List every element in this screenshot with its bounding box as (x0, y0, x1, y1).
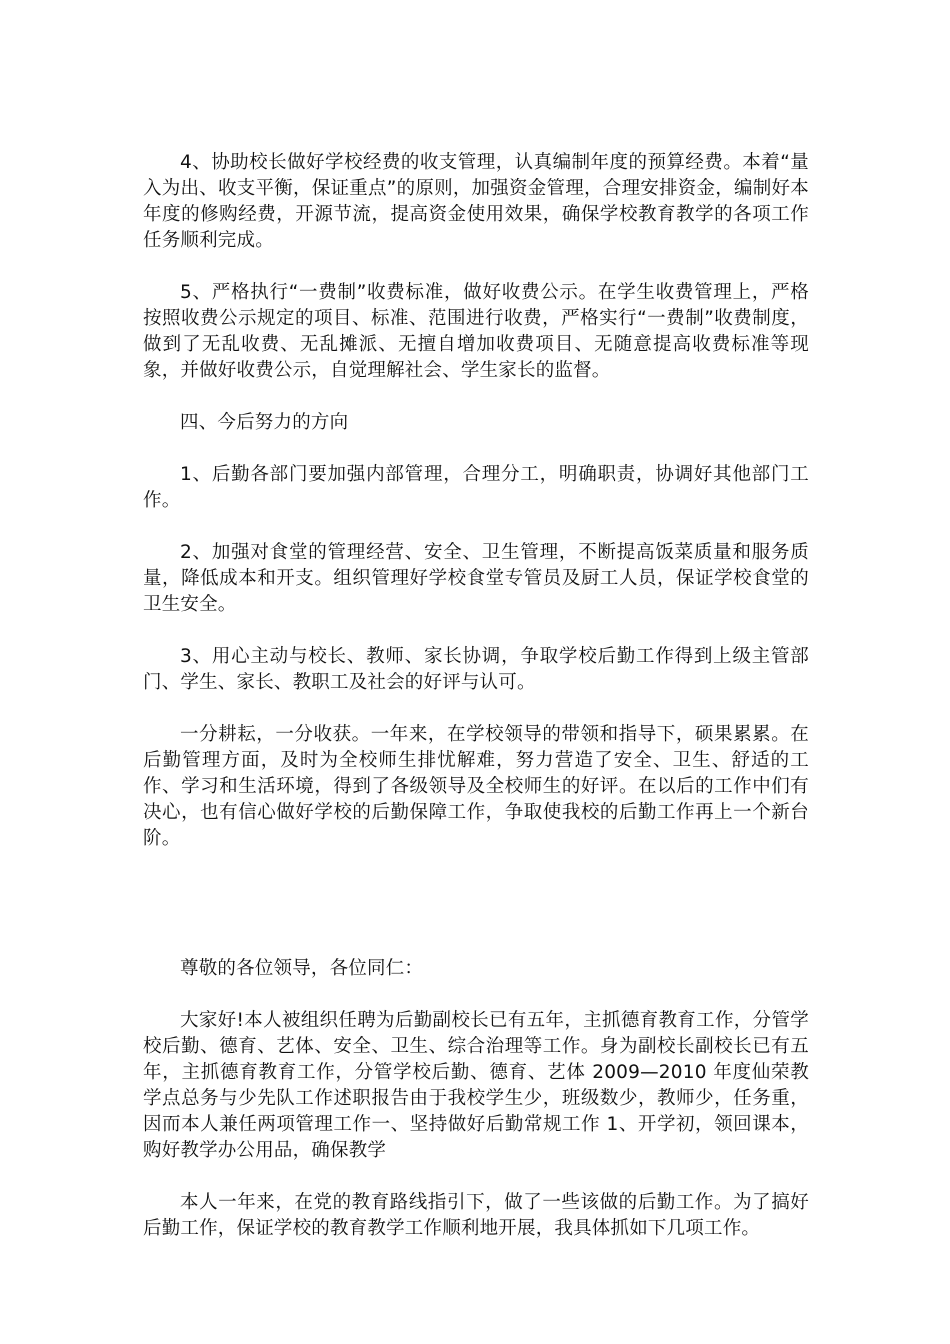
section-heading-future-direction: 四、今后努力的方向 (180, 412, 349, 433)
paragraph-canteen-management: 2、加强对食堂的管理经营、安全、卫生管理，不断提高饭菜质量和服务质量，降低成本和开支。组织管理好学校食堂专管员及厨工人员，保证学校食堂的卫生安全。 (143, 542, 809, 615)
paragraph-funding-management: 4、协助校长做好学校经费的收支管理，认真编制年度的预算经费。本着“量入为出、收支平衡，保证重点”的原则，加强资金管理，合理安排资金，编制好本年度的修购经费，开源节流，提高资金使用效果，确保学校教育教学的各项工作任务顺利完成。 (143, 152, 809, 251)
paragraph-coordination: 3、用心主动与校长、教师、家长协调，争取学校后勤工作得到上级主管部门、学生、家长、教职工及社会的好评与认可。 (143, 646, 809, 693)
paragraph-fee-system: 5、严格执行“一费制”收费标准，做好收费公示。在学生收费管理上，严格按照收费公示规定的项目、标准、范围进行收费，严格实行“一费制”收费制度，做到了无乱收费、无乱摊派、无擅自增加收费项目、无随意提高收费标准等现象，并做好收费公示，自觉理解社会、学生家长的监督。 (143, 282, 809, 381)
document-body (143, 150, 809, 1242)
paragraph-internal-management: 1、后勤各部门要加强内部管理，合理分工，明确职责，协调好其他部门工作。 (143, 464, 809, 511)
paragraph-introduction: 大家好!本人被组织任聘为后勤副校长已有五年，主抓德育教育工作，分管学校后勤、德育、艺体、安全、卫生、综合治理等工作。身为副校长副校长已有五年，主抓德育教育工作，分管学校后勤、德育、艺体 2009—2010 年度仙荣教学点总务与少先队工作述职报告由于我校学生少，班级数少，教师少，任务重，因而本人兼任两项管理工作一、坚持做好后勤常规工作 1、开学初，领回课本，购好教学办公用品，确保教学 (143, 1010, 809, 1161)
paragraph-conclusion: 一分耕耘，一分收获。一年来，在学校领导的带领和指导下，硕果累累。在后勤管理方面，及时为全校师生排忧解难，努力营造了安全、卫生、舒适的工作、学习和生活环境，得到了各级领导及全校师生的好评。在以后的工作中们有决心，也有信心做好学校的后勤保障工作，争取使我校的后勤工作再上一个新台阶。 (143, 724, 809, 849)
salutation: 尊敬的各位领导，各位同仁： (180, 958, 424, 979)
paragraph-yearly-work: 本人一年来，在党的教育路线指引下，做了一些该做的后勤工作。为了搞好后勤工作，保证学校的教育教学工作顺利地开展，我具体抓如下几项工作。 (143, 1192, 809, 1239)
